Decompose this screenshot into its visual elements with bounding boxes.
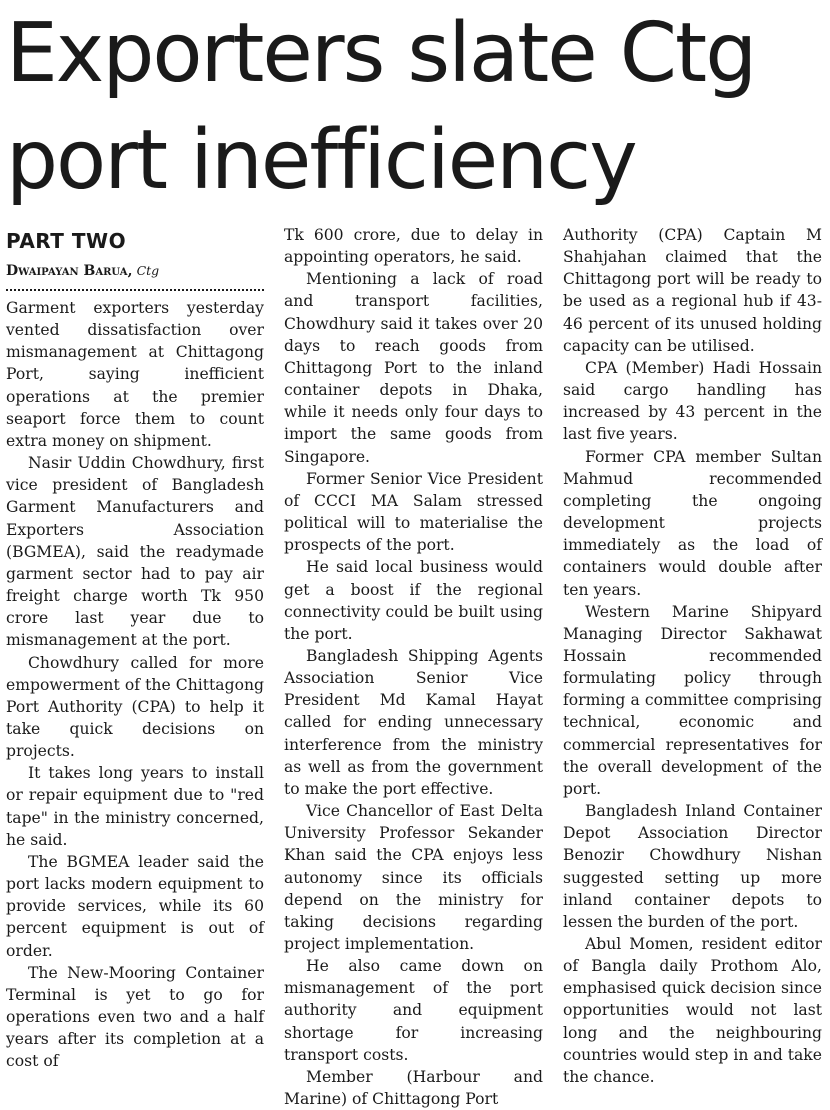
- article-paragraph: Former CPA member Sultan Mahmud recommended completing the ongoing development projects immediately as the load of containers would double after ten years.: [563, 447, 822, 599]
- article-column-2: [284, 224, 543, 1110]
- article-paragraph: Abul Momen, resident editor of Bangla daily Prothom Alo, emphasised quick decision since opportunities would not last long and the neighbouring countries would step in and take the chance.: [563, 935, 822, 1086]
- article-paragraph: Tk 600 crore, due to delay in appointing operators, he said.: [284, 226, 543, 267]
- byline: [6, 260, 264, 283]
- article-paragraph: Western Marine Shipyard Managing Director Sakhawat Hossain recommended formulating policy through forming a committee comprising technical, economic and commercial representatives for the overall development of the port.: [563, 602, 822, 798]
- article-paragraph: Chowdhury called for more empowerment of the Chittagong Port Authority (CPA) to help it take quick decisions on projects.: [6, 653, 264, 761]
- byline-author: Dwaipayan Barua,: [6, 263, 133, 279]
- article-column-1: [6, 224, 264, 1072]
- article-paragraph: Mentioning a lack of road and transport facilities, Chowdhury said it takes over 20 days to reach goods from Chittagong Port to the inland container depots in Dhaka, while it needs only four days to import the same goods from Singapore.: [284, 270, 543, 466]
- article-paragraph: He also came down on mismanagement of the port authority and equipment shortage for increasing transport costs.: [284, 957, 543, 1064]
- article-paragraph: Nasir Uddin Chowdhury, first vice president of Bangladesh Garment Manufacturers and Exporters Association (BGMEA), said the readymade garment sector had to pay air freight charge worth Tk 950 crore last year due to mismanagement at the port.: [6, 454, 264, 650]
- article-paragraph: Member (Harbour and Marine) of Chittagong Port: [284, 1067, 543, 1109]
- article-paragraph: He said local business would get a boost if the regional connectivity could be built using the port.: [284, 558, 543, 643]
- article-paragraph: Former Senior Vice President of CCCI MA Salam stressed political will to materialise the prospects of the port.: [284, 469, 543, 555]
- article-paragraph: The BGMEA leader said the port lacks modern equipment to provide services, while its 60 percent equipment is out of order.: [6, 852, 264, 960]
- article-paragraph: Garment exporters yesterday vented dissatisfaction over mismanagement at Chittagong Port, saying inefficient operations at the premier seaport force them to count extra money on shipment.: [6, 299, 264, 450]
- article-paragraph: Vice Chancellor of East Delta University Professor Sekander Khan said the CPA enjoys less autonomy since its officials depend on the ministry for taking decisions regarding project implementation.: [284, 802, 543, 953]
- headline: Exporters slate Ctg port inefficiency: [6, 6, 756, 208]
- article-paragraph: Authority (CPA) Captain M Shahjahan claimed that the Chittagong port will be ready to be used as a regional hub if 43-46 percent of its unused holding capacity can be utilised.: [563, 226, 822, 355]
- article-paragraph: It takes long years to install or repair equipment due to "red tape" in the ministry concerned, he said.: [6, 764, 264, 849]
- article-column-3: [563, 224, 822, 1088]
- article-paragraph: Bangladesh Inland Container Depot Association Director Benozir Chowdhury Nishan suggested setting up more inland container depots to lessen the burden of the port.: [563, 802, 822, 931]
- byline-location: Ctg: [136, 263, 160, 278]
- section-label: PART TWO: [6, 229, 127, 253]
- article-paragraph: Bangladesh Shipping Agents Association Senior Vice President Md Kamal Hayat called for ending unnecessary interference from the ministry as well as from the government to make the port effective.: [284, 646, 543, 798]
- article-paragraph: The New-Mooring Container Terminal is yet to go for operations even two and a half years after its completion at a cost of: [6, 963, 264, 1071]
- dotted-divider: [6, 289, 264, 291]
- article-paragraph: CPA (Member) Hadi Hossain said cargo handling has increased by 43 percent in the last five years.: [563, 358, 822, 444]
